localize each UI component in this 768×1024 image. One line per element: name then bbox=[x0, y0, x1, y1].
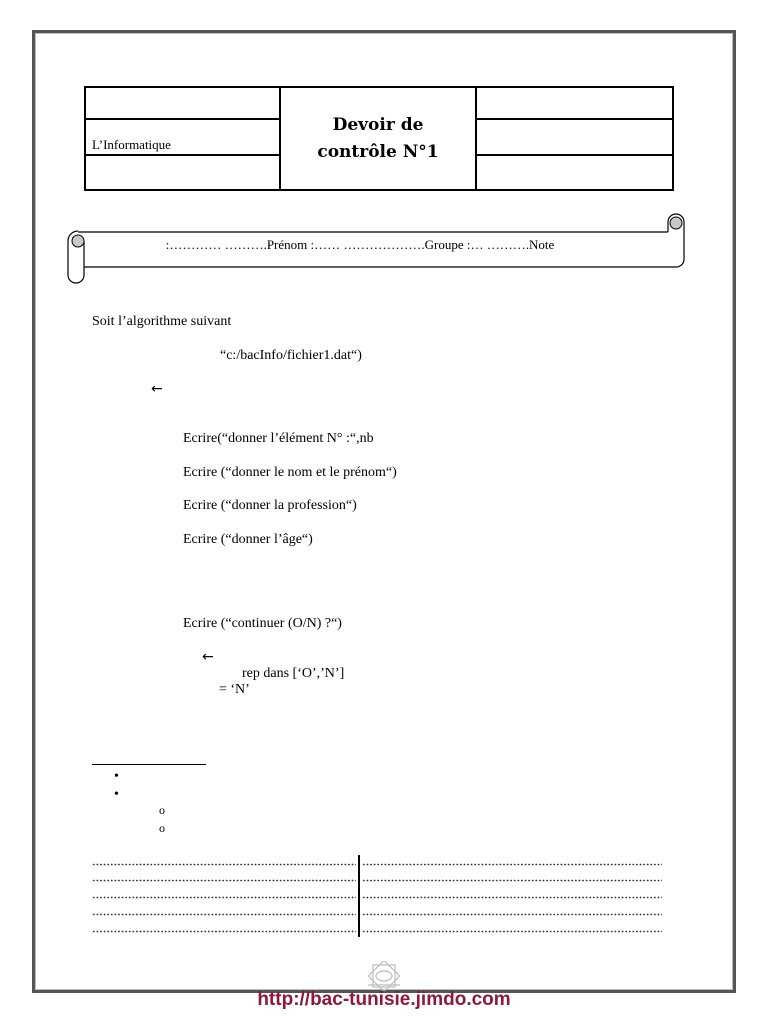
algo-line-rep-condition: rep dans [‘O’,’N’] bbox=[242, 666, 345, 681]
header-cell bbox=[477, 120, 672, 156]
bullet-marker: • bbox=[114, 769, 119, 784]
algo-line-write-name: Ecrire (“donner le nom et le prénom“) bbox=[183, 465, 397, 480]
answer-line bbox=[92, 930, 356, 933]
algo-line-write-element: Ecrire(“donner l’élément N° :“,nb bbox=[183, 431, 374, 446]
answer-line bbox=[92, 913, 356, 916]
assign-arrow: ← bbox=[151, 381, 163, 397]
column-divider bbox=[358, 855, 360, 937]
header-cell bbox=[477, 88, 672, 120]
algo-line-until-condition: = ‘N’ bbox=[219, 682, 250, 697]
site-logo-icon bbox=[364, 961, 404, 991]
header-left-column bbox=[86, 88, 279, 189]
header-table bbox=[84, 86, 674, 191]
algo-line-file-path: “c:/bacInfo/fichier1.dat“) bbox=[220, 348, 362, 363]
header-cell bbox=[477, 156, 672, 189]
sub-bullet-marker: o bbox=[159, 803, 165, 817]
footer-site-link[interactable]: http://bac-tunisie.jimdo.com bbox=[257, 989, 511, 1010]
answer-line bbox=[362, 896, 662, 899]
header-cell bbox=[86, 120, 279, 156]
algo-line-write-profession: Ecrire (“donner la profession“) bbox=[183, 498, 357, 513]
header-title-cell bbox=[279, 88, 477, 189]
student-info-fields: :………… ……….Prénom :…… ……………….Groupe :… ……….Note bbox=[165, 237, 555, 252]
subject-label: L’Informatique bbox=[92, 137, 171, 152]
answer-line bbox=[92, 896, 356, 899]
section-underline bbox=[92, 764, 206, 765]
header-right-column bbox=[477, 88, 672, 189]
sub-bullet-marker: o bbox=[159, 821, 165, 835]
answer-line bbox=[362, 913, 662, 916]
algo-line-write-continue: Ecrire (“continuer (O/N) ?“) bbox=[183, 616, 342, 631]
answer-line bbox=[92, 863, 356, 866]
answer-line bbox=[92, 879, 356, 882]
header-cell bbox=[86, 156, 279, 189]
answer-line bbox=[362, 863, 662, 866]
page-title-line-2: contrôle N°1 bbox=[317, 141, 439, 162]
assign-arrow: ← bbox=[202, 649, 214, 665]
answer-line bbox=[362, 879, 662, 882]
bullet-marker: • bbox=[114, 787, 119, 802]
page-title-line-1: Devoir de bbox=[332, 114, 424, 135]
intro-text: Soit l’algorithme suivant bbox=[92, 314, 232, 329]
header-cell bbox=[86, 88, 279, 120]
algo-line-write-age: Ecrire (“donner l’âge“) bbox=[183, 532, 313, 547]
answer-line bbox=[362, 930, 662, 933]
